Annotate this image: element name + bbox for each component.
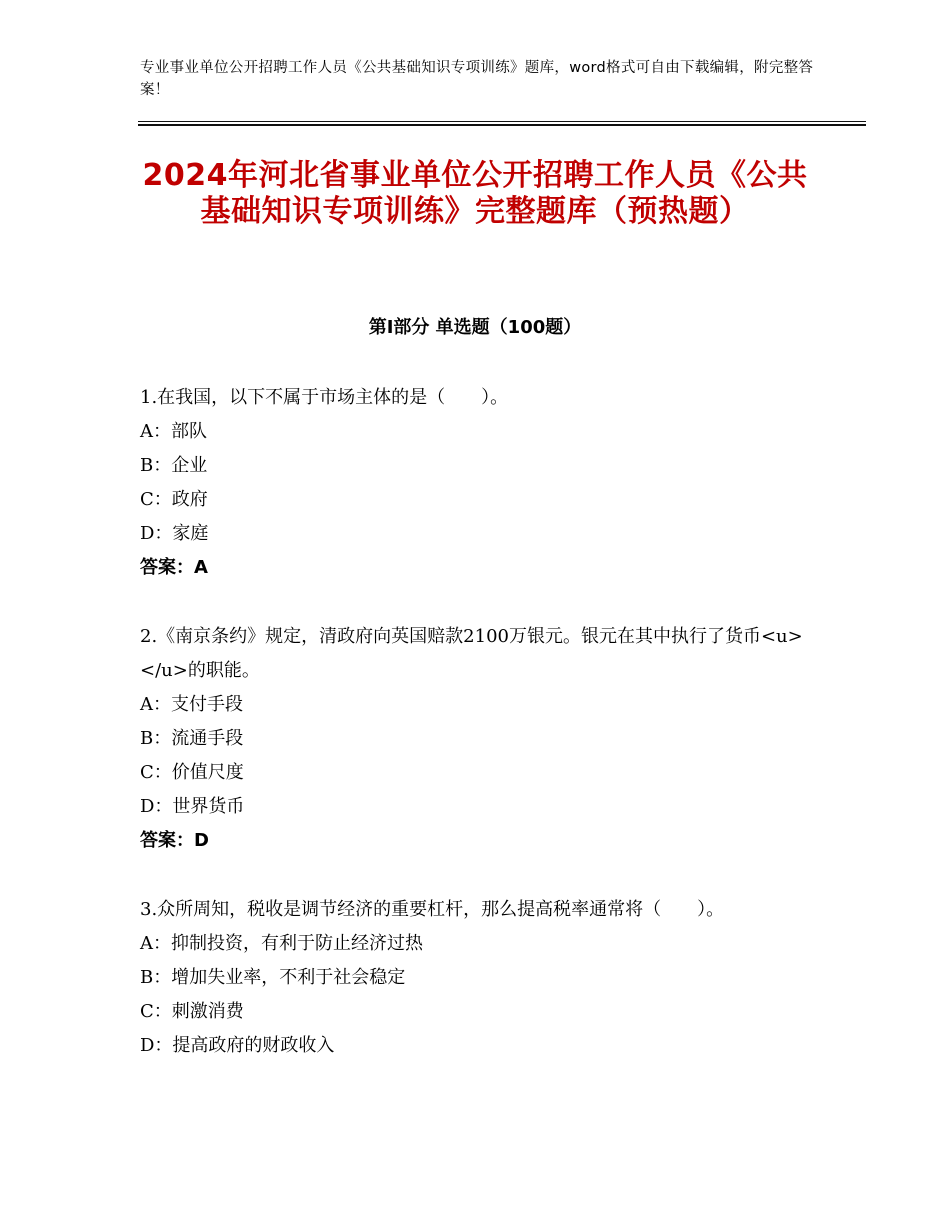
option-b: B：流通手段 <box>140 728 244 749</box>
question-1 <box>140 381 810 585</box>
option-c: C：政府 <box>140 489 208 510</box>
question-stem: 2.《南京条约》规定，清政府向英国赔款2100万银元。银元在其中执行了货币<u> </u>的职能。 <box>140 626 893 681</box>
option-d: D：提高政府的财政收入 <box>140 1035 335 1056</box>
question-3 <box>140 893 810 1063</box>
section-title: 第Ⅰ部分 单选题（100题） <box>368 317 582 338</box>
header-note: 专业事业单位公开招聘工作人员《公共基础知识专项训练》题库，word格式可自由下载编辑，附完整答案！ <box>140 60 814 98</box>
header-divider-thin <box>138 121 866 122</box>
question-stem: 3.众所周知，税收是调节经济的重要杠杆，那么提高税率通常将（ ）。 <box>140 899 725 920</box>
question-2 <box>140 620 893 858</box>
answer-text: 答案：D <box>140 830 209 851</box>
option-d: D：家庭 <box>140 523 209 544</box>
option-a: A：部队 <box>140 421 207 442</box>
option-a: A：抑制投资，有利于防止经济过热 <box>140 933 423 954</box>
option-a: A：支付手段 <box>140 694 243 715</box>
answer-text: 答案：A <box>140 557 208 578</box>
option-b: B：企业 <box>140 455 208 476</box>
option-b: B：增加失业率，不利于社会稳定 <box>140 967 406 988</box>
option-d: D：世界货币 <box>140 796 245 817</box>
option-c: C：刺激消费 <box>140 1001 244 1022</box>
header-divider-thick <box>138 124 866 126</box>
document-title: 2024年河北省事业单位公开招聘工作人员《公共基础知识专项训练》完整题库（预热题） <box>142 158 808 229</box>
question-stem: 1.在我国，以下不属于市场主体的是（ ）。 <box>140 387 509 408</box>
option-c: C：价值尺度 <box>140 762 244 783</box>
